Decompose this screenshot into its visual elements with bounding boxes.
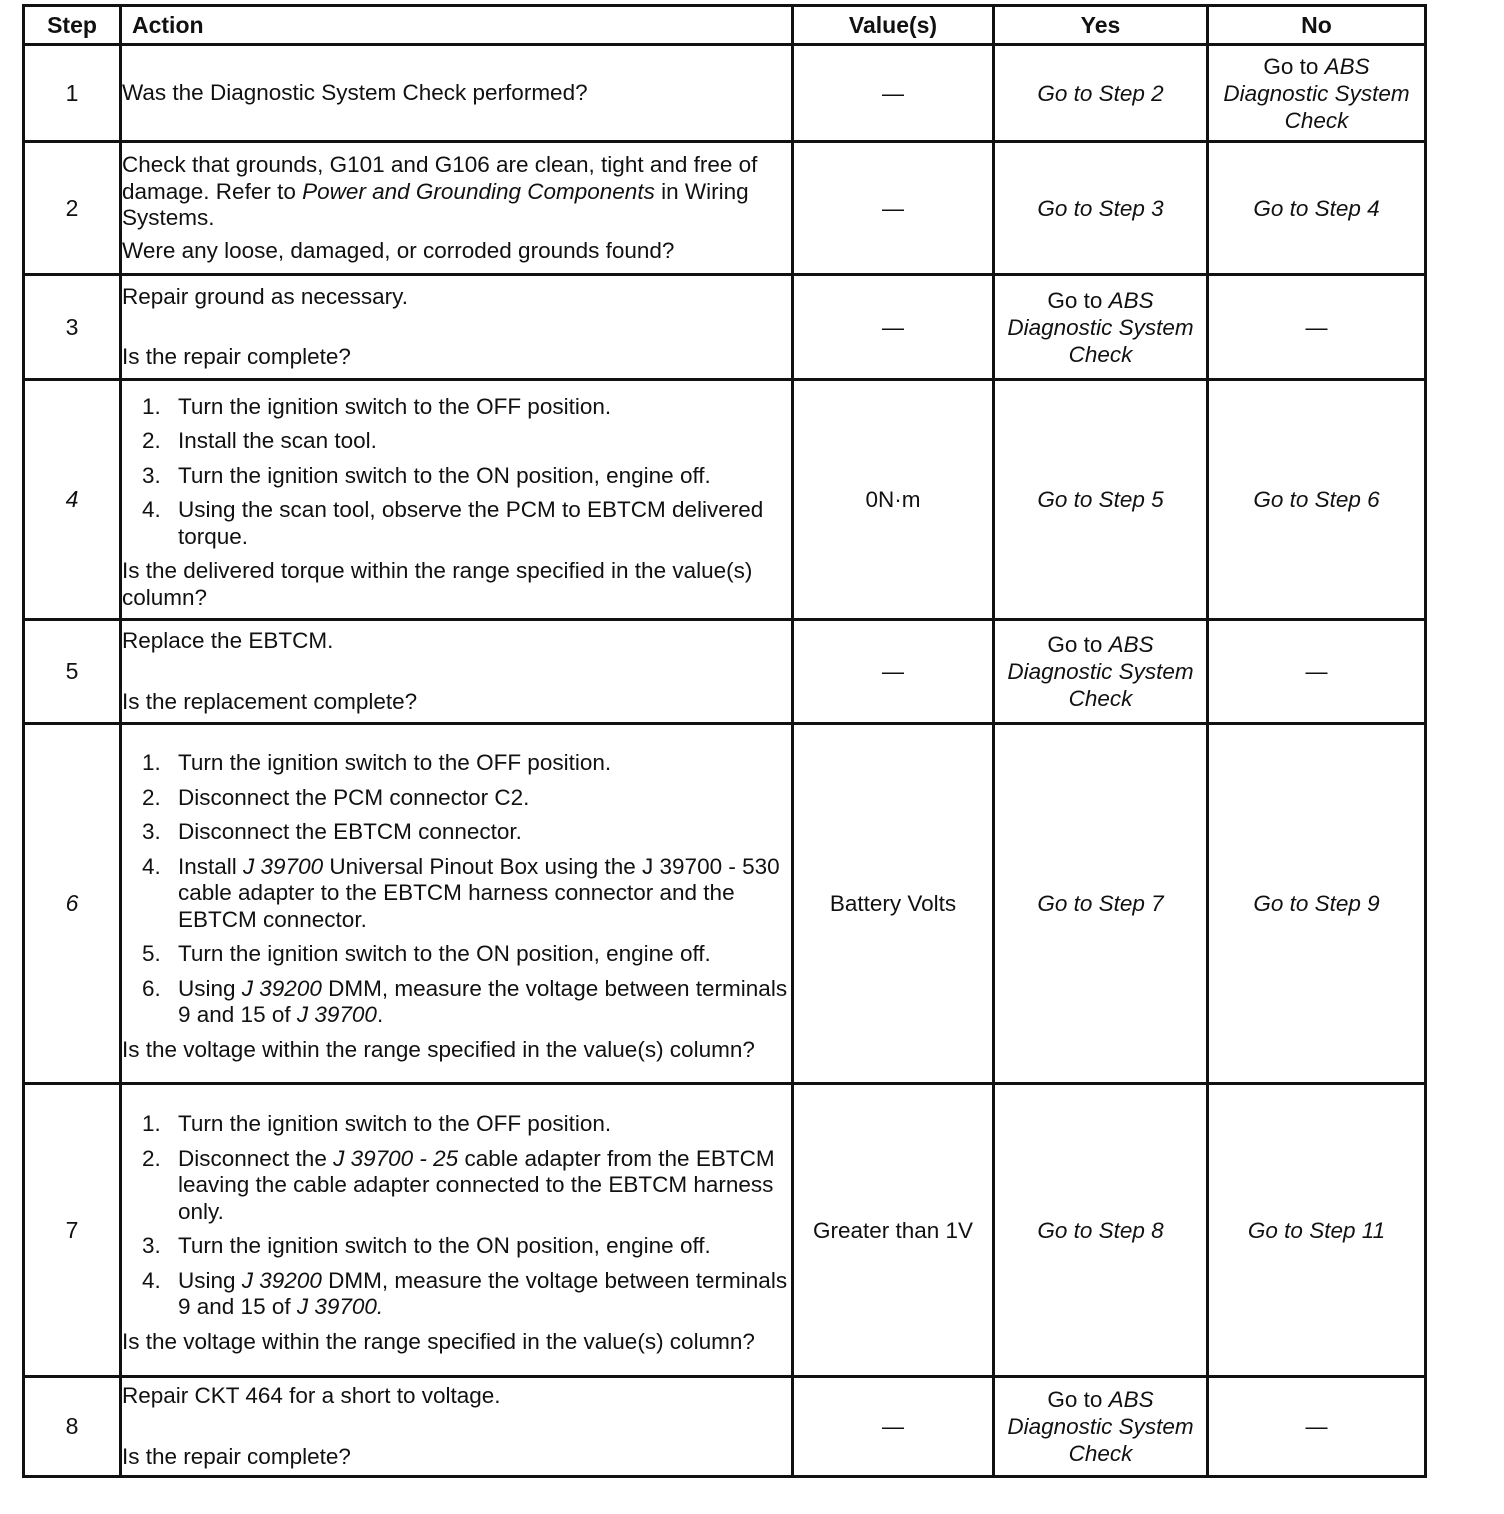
action-text: Was the Diagnostic System Check performed? xyxy=(122,79,588,105)
step-number: 6 xyxy=(24,724,121,1084)
list-item-text-b: Universal Pinout Box using the J 39700 - 530 cable adapter to the EBTCM harness connector and the EBTCM connector. xyxy=(178,853,780,932)
list-number: 3. xyxy=(142,819,161,844)
list-number: 5. xyxy=(142,941,161,966)
yes-link-text: ABS Diagnostic System Check xyxy=(1007,287,1194,367)
value-cell xyxy=(793,275,994,380)
yes-cell xyxy=(994,620,1208,724)
value-text: — xyxy=(882,314,904,340)
list-item-text: Turn the ignition switch to the ON position, engine off. xyxy=(178,462,711,488)
action-text xyxy=(122,152,791,232)
list-item xyxy=(122,941,791,968)
step-number: 5 xyxy=(24,620,121,724)
yes-prefix: Go to xyxy=(1047,632,1109,657)
header-step: Step xyxy=(24,6,121,45)
list-number: 4. xyxy=(142,1267,161,1293)
list-item xyxy=(122,394,791,421)
action-text: Repair ground as necessary. xyxy=(122,283,408,309)
header-action: Action xyxy=(121,6,793,45)
table-row-step-1 xyxy=(24,45,1426,142)
yes-link-text: ABS Diagnostic System Check xyxy=(1007,632,1194,711)
list-item xyxy=(122,1233,791,1260)
action-question: Is the delivered torque within the range specified in the value(s) column? xyxy=(122,558,753,610)
action-cell xyxy=(121,45,793,142)
value-cell: 0N·m xyxy=(793,380,994,620)
tool-reference: J 39700 xyxy=(243,853,324,879)
yes-link-text: ABS Diagnostic System Check xyxy=(1007,1387,1194,1466)
no-text: — xyxy=(1305,314,1328,340)
value-cell: Battery Volts xyxy=(793,724,994,1084)
list-item xyxy=(122,1146,791,1226)
no-cell: Go to Step 11 xyxy=(1208,1084,1426,1377)
list-item-text-b: cable adapter from the EBTCM leaving the cable adapter connected to the EBTCM harness only. xyxy=(178,1145,775,1224)
no-cell xyxy=(1208,1377,1426,1477)
yes-cell: Go to Step 3 xyxy=(994,142,1208,275)
value-cell xyxy=(793,620,994,724)
table-row-step-8 xyxy=(24,1377,1426,1477)
tool-reference: J 39700. xyxy=(296,1294,384,1319)
list-item xyxy=(122,1111,791,1138)
action-text-b: in Wiring Systems. xyxy=(122,178,749,230)
list-item-text: Install the scan tool. xyxy=(178,428,377,454)
list-item-text-a: Install xyxy=(178,853,244,879)
action-question: Were any loose, damaged, or corroded grounds found? xyxy=(122,237,675,263)
no-link-text: ABS Diagnostic System Check xyxy=(1223,53,1410,133)
list-item-text: Turn the ignition switch to the ON position, engine off. xyxy=(178,941,711,966)
value-text: — xyxy=(882,80,904,106)
list-item-text-b: DMM, measure the voltage between terminals 9 and 15 of xyxy=(178,1267,788,1319)
no-cell xyxy=(1208,620,1426,724)
list-item xyxy=(122,497,791,550)
yes-cell: Go to Step 5 xyxy=(994,380,1208,620)
action-cell xyxy=(121,275,793,380)
header-values: Value(s) xyxy=(793,6,994,45)
list-number: 2. xyxy=(142,1145,161,1171)
step-number: 3 xyxy=(24,275,121,380)
action-cell xyxy=(121,620,793,724)
list-item-text: Turn the ignition switch to the OFF position. xyxy=(178,750,612,775)
action-question: Is the replacement complete? xyxy=(122,688,418,714)
list-item-text-c: . xyxy=(376,1002,384,1027)
list-item-text: Using the scan tool, observe the PCM to EBTCM delivered torque. xyxy=(178,497,764,549)
list-item-text-a: Disconnect the xyxy=(178,1145,334,1171)
tool-reference: J 39700 xyxy=(296,1002,377,1027)
table-row-step-4 xyxy=(24,380,1426,620)
action-question: Is the voltage within the range specified in the value(s) column? xyxy=(122,1036,755,1062)
yes-cell: Go to Step 8 xyxy=(994,1084,1208,1377)
action-cell xyxy=(121,1084,793,1377)
no-cell: Go to Step 9 xyxy=(1208,724,1426,1084)
step-number: 4 xyxy=(24,380,121,620)
no-prefix: Go to xyxy=(1263,53,1325,79)
table-row-step-6 xyxy=(24,724,1426,1084)
list-number: 4. xyxy=(142,853,161,879)
action-cell xyxy=(121,1377,793,1477)
action-cell xyxy=(121,380,793,620)
list-number: 3. xyxy=(142,462,161,488)
list-item-text-a: Using xyxy=(178,975,242,1001)
action-question: Is the voltage within the range specified in the value(s) column? xyxy=(122,1328,755,1354)
tool-reference: J 39200 xyxy=(241,975,322,1001)
list-item xyxy=(122,463,791,490)
yes-cell: Go to Step 7 xyxy=(994,724,1208,1084)
no-cell: Go to Step 6 xyxy=(1208,380,1426,620)
list-item-text: Turn the ignition switch to the ON position, engine off. xyxy=(178,1233,711,1258)
list-number: 1. xyxy=(142,750,161,775)
list-number: 1. xyxy=(142,1111,161,1136)
no-cell xyxy=(1208,275,1426,380)
list-number: 6. xyxy=(142,975,161,1001)
value-text: — xyxy=(882,1414,904,1439)
list-item-text-a: Using xyxy=(178,1267,242,1293)
value-text: — xyxy=(882,659,904,684)
header-no: No xyxy=(1208,6,1426,45)
table-row-step-2 xyxy=(24,142,1426,275)
list-item xyxy=(122,428,791,455)
header-row xyxy=(24,6,1426,45)
diagnostic-table xyxy=(22,4,1427,1478)
list-item-text: Turn the ignition switch to the OFF position. xyxy=(178,393,612,419)
yes-cell: Go to Step 2 xyxy=(994,45,1208,142)
procedure-list xyxy=(122,1111,791,1321)
list-item-text: Turn the ignition switch to the OFF position. xyxy=(178,1111,612,1136)
procedure-list xyxy=(122,394,791,551)
list-item-text-b: DMM, measure the voltage between terminals 9 and 15 of xyxy=(178,975,788,1027)
yes-cell xyxy=(994,275,1208,380)
value-cell xyxy=(793,142,994,275)
list-number: 2. xyxy=(142,784,161,810)
yes-cell xyxy=(994,1377,1208,1477)
list-number: 3. xyxy=(142,1233,161,1258)
table-row-step-7 xyxy=(24,1084,1426,1377)
list-number: 4. xyxy=(142,497,161,523)
list-item-text: Disconnect the PCM connector C2. xyxy=(178,784,530,810)
list-item xyxy=(122,976,791,1029)
list-number: 2. xyxy=(142,428,161,454)
no-text: — xyxy=(1305,659,1328,684)
step-number: 7 xyxy=(24,1084,121,1377)
yes-prefix: Go to xyxy=(1047,1387,1109,1412)
value-text: — xyxy=(882,195,904,221)
no-cell xyxy=(1208,45,1426,142)
procedure-list xyxy=(122,750,791,1029)
list-item xyxy=(122,750,791,777)
table-row-step-3 xyxy=(24,275,1426,380)
action-cell xyxy=(121,142,793,275)
value-cell xyxy=(793,45,994,142)
header-yes: Yes xyxy=(994,6,1208,45)
step-number: 1 xyxy=(24,45,121,142)
action-text: Replace the EBTCM. xyxy=(122,628,334,653)
value-cell xyxy=(793,1377,994,1477)
no-cell: Go to Step 4 xyxy=(1208,142,1426,275)
action-reference: Power and Grounding Components xyxy=(302,178,655,204)
list-item xyxy=(122,819,791,846)
step-number: 8 xyxy=(24,1377,121,1477)
action-question: Is the repair complete? xyxy=(122,344,351,369)
no-text: — xyxy=(1305,1414,1328,1439)
action-cell xyxy=(121,724,793,1084)
action-question: Is the repair complete? xyxy=(122,1443,351,1469)
value-cell: Greater than 1V xyxy=(793,1084,994,1377)
step-number: 2 xyxy=(24,142,121,275)
action-text: Repair CKT 464 for a short to voltage. xyxy=(122,1383,501,1408)
action-text-a: Check that grounds, G101 and G106 are clean, tight and free of damage. Refer to xyxy=(122,152,758,204)
list-item xyxy=(122,1268,791,1321)
list-item xyxy=(122,785,791,812)
yes-prefix: Go to xyxy=(1047,287,1109,313)
list-number: 1. xyxy=(142,393,161,419)
list-item xyxy=(122,854,791,934)
list-item-text: Disconnect the EBTCM connector. xyxy=(178,819,522,844)
tool-reference: J 39200 xyxy=(241,1267,322,1293)
table-row-step-5 xyxy=(24,620,1426,724)
tool-reference: J 39700 - 25 xyxy=(333,1145,459,1171)
